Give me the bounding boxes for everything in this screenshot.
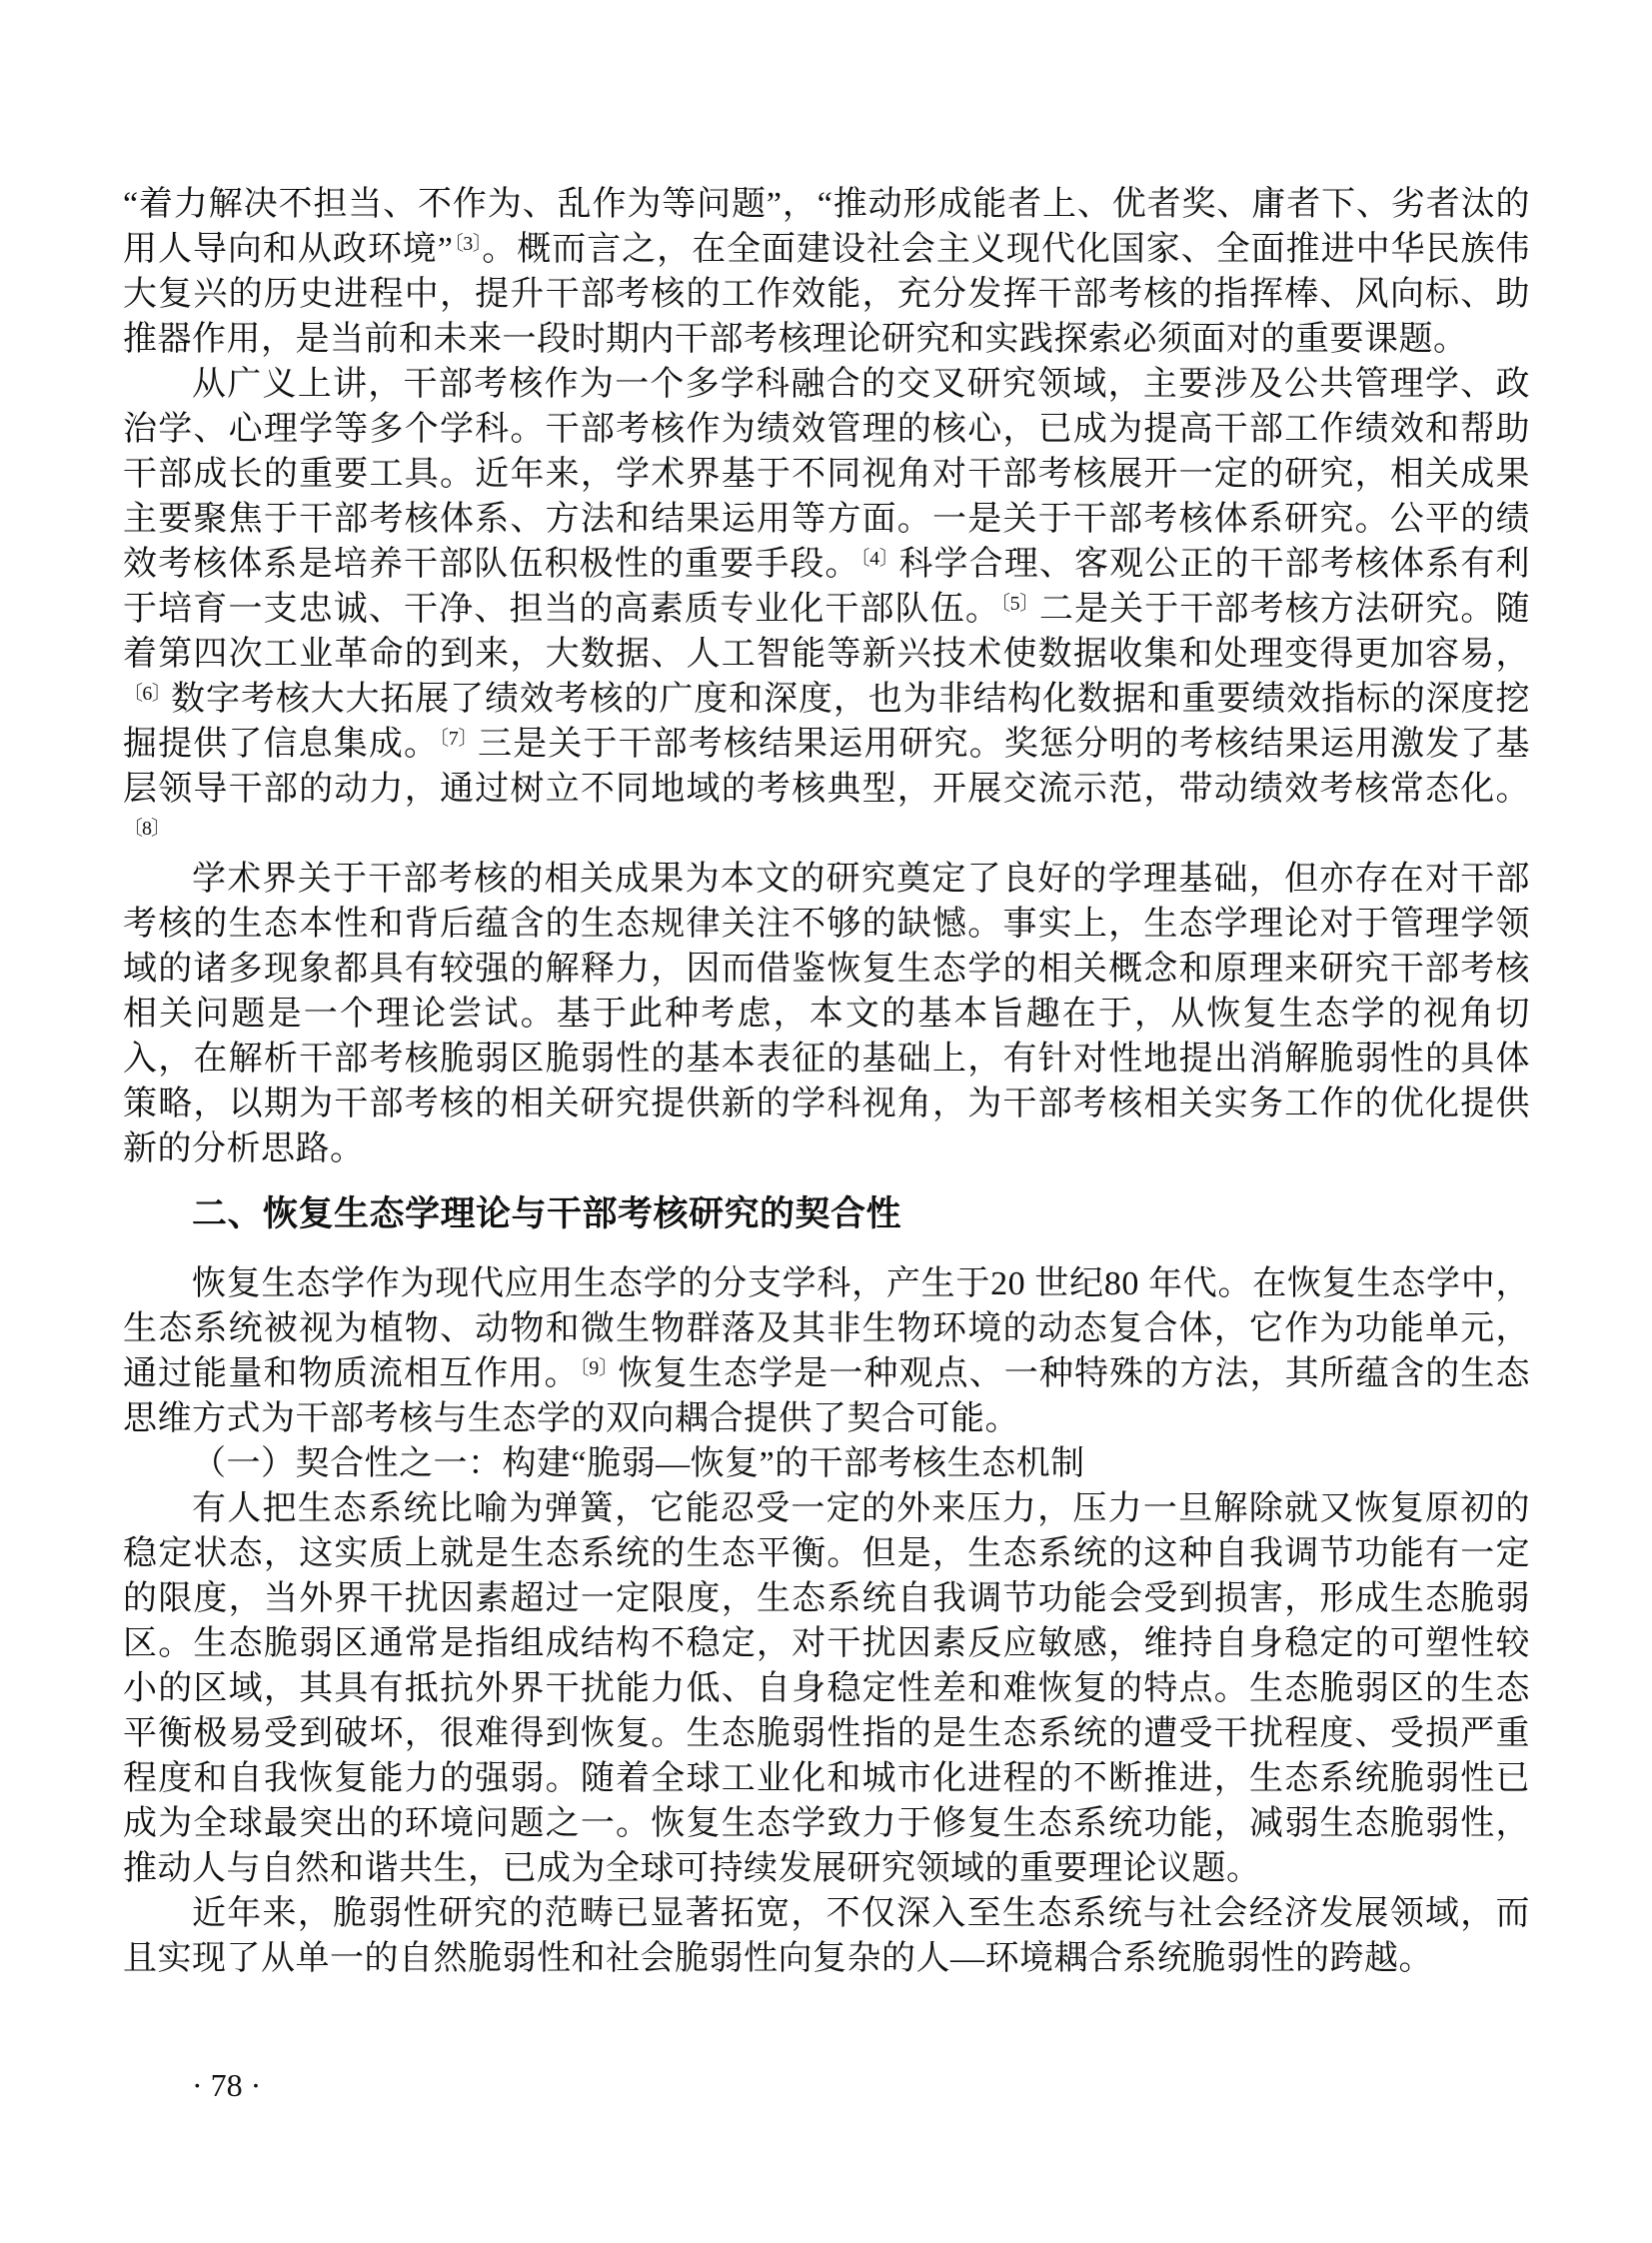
footnote-reference: 〔3〕 <box>453 233 483 255</box>
page-number: · 78 · <box>192 2067 262 2103</box>
footnote-reference: 〔8〕 <box>123 818 170 840</box>
paragraph: 近年来，脆弱性研究的范畴已显著拓宽，不仅深入至生态系统与社会经济发展领域，而且实现了从单一的自然脆弱性和社会脆弱性向复杂的人—环境耦合系统脆弱性的跨越。 <box>123 1895 1530 1977</box>
paragraph: 恢复生态学作为现代应用生态学的分支学科，产生于20 世纪80 年代。在恢复生态学中，生态系统被视为植物、动物和微生物群落及其非生物环境的动态复合体，它作为功能单元，通过能量和物质流相互作用。$^{〔9〕}$恢复生态学是一种观点、一种特殊的方法，其所蕴含的生态思维方式为干部考核与生态学的双向耦合提供了契合可能。 <box>123 1265 1531 1437</box>
section-heading: 二、恢复生态学理论与干部考核研究的契合性 <box>192 1194 902 1233</box>
paragraph: 学术界关于干部考核的相关成果为本文的研究奠定了良好的学理基础，但亦存在对干部考核的生态本性和背后蕴含的生态规律关注不够的缺憾。事实上，生态学理论对于管理学领域的诸多现象都具有较强的解释力，因而借鉴恢复生态学的相关概念和原理来研究干部考核相关问题是一个理论尝试。基于此种考虑，本文的基本旨趣在于，从恢复生态学的视角切入，在解析干部考核脆弱区脆弱性的基本表征的基础上，有针对性地提出消解脆弱性的具体策略，以期为干部考核的相关研究提供新的学科视角，为干部考核相关实务工作的优化提供新的分析思路。 <box>123 861 1530 1167</box>
article-body <box>123 182 1530 1981</box>
footnote-reference: 〔6〕 <box>123 683 172 705</box>
footnote-reference: 〔4〕 <box>859 548 899 570</box>
footnote-reference: 〔7〕 <box>439 728 478 750</box>
paragraph: “着力解决不担当、不作为、乱作为等问题”，“推动形成能者上、优者奖、庸者下、劣者汰的用人导向和从政环境”$^{〔3〕}$。概而言之，在全面建设社会主义现代化国家、全面推进中华民族伟大复兴的历史进程中，提升干部考核的工作效能，充分发挥干部考核的指挥棒、风向标、助推器作用，是当前和未来一段时期内干部考核理论研究和实践探索必须面对的重要课题。 <box>123 186 1531 358</box>
paragraph: 有人把生态系统比喻为弹簧，它能忍受一定的外来压力，压力一旦解除就又恢复原初的稳定状态，这实质上就是生态系统的生态平衡。但是，生态系统的这种自我调节功能有一定的限度，当外界干扰因素超过一定限度，生态系统自我调节功能会受到损害，形成生态脆弱区。生态脆弱区通常是指组成结构不稳定，对干扰因素反应敏感，维持自身稳定的可塑性较小的区域，其具有抵抗外界干扰能力低、自身稳定性差和难恢复的特点。生态脆弱区的生态平衡极易受到破坏，很难得到恢复。生态脆弱性指的是生态系统的遭受干扰程度、受损严重程度和自我恢复能力的强弱。随着全球工业化和城市化进程的不断推进，生态系统脆弱性已成为全球最突出的环境问题之一。恢复生态学致力于修复生态系统功能，减弱生态脆弱性，推动人与自然和谐共生，已成为全球可持续发展研究领域的重要理论议题。 <box>123 1490 1530 1887</box>
footnote-reference: 〔9〕 <box>579 1357 619 1379</box>
paragraph: 从广义上讲，干部考核作为一个多学科融合的交叉研究领域，主要涉及公共管理学、政治学、心理学等多个学科。干部考核作为绩效管理的核心，已成为提高干部工作绩效和帮助干部成长的重要工具。近年来，学术界基于不同视角对干部考核展开一定的研究，相关成果主要聚焦于干部考核体系、方法和结果运用等方面。一是关于干部考核体系研究。公平的绩效考核体系是培养干部队伍积极性的重要手段。$^{〔4〕}$科学合理、客观公正的干部考核体系有利于培育一支忠诚、干净、担当的高素质专业化干部队伍。$^{〔5〕}$二是关于干部考核方法研究。随着第四次工业革命的到来，大数据、人工智能等新兴技术使数据收集和处理变得更加容易，$^{〔6〕}$数字考核大大拓展了绩效考核的广度和深度，也为非结构化数据和重要绩效指标的深度挖掘提供了信息集成。$^{〔7〕}$三是关于干部考核结果运用研究。奖惩分明的考核结果运用激发了基层领导干部的动力，通过树立不同地域的考核典型，开展交流示范，带动绩效考核常态化。$^{〔8〕}$ <box>123 366 1531 840</box>
subsection-heading: （一）契合性之一：构建“脆弱—恢复”的干部考核生态机制 <box>192 1445 1085 1482</box>
footnote-reference: 〔5〕 <box>1000 593 1039 615</box>
